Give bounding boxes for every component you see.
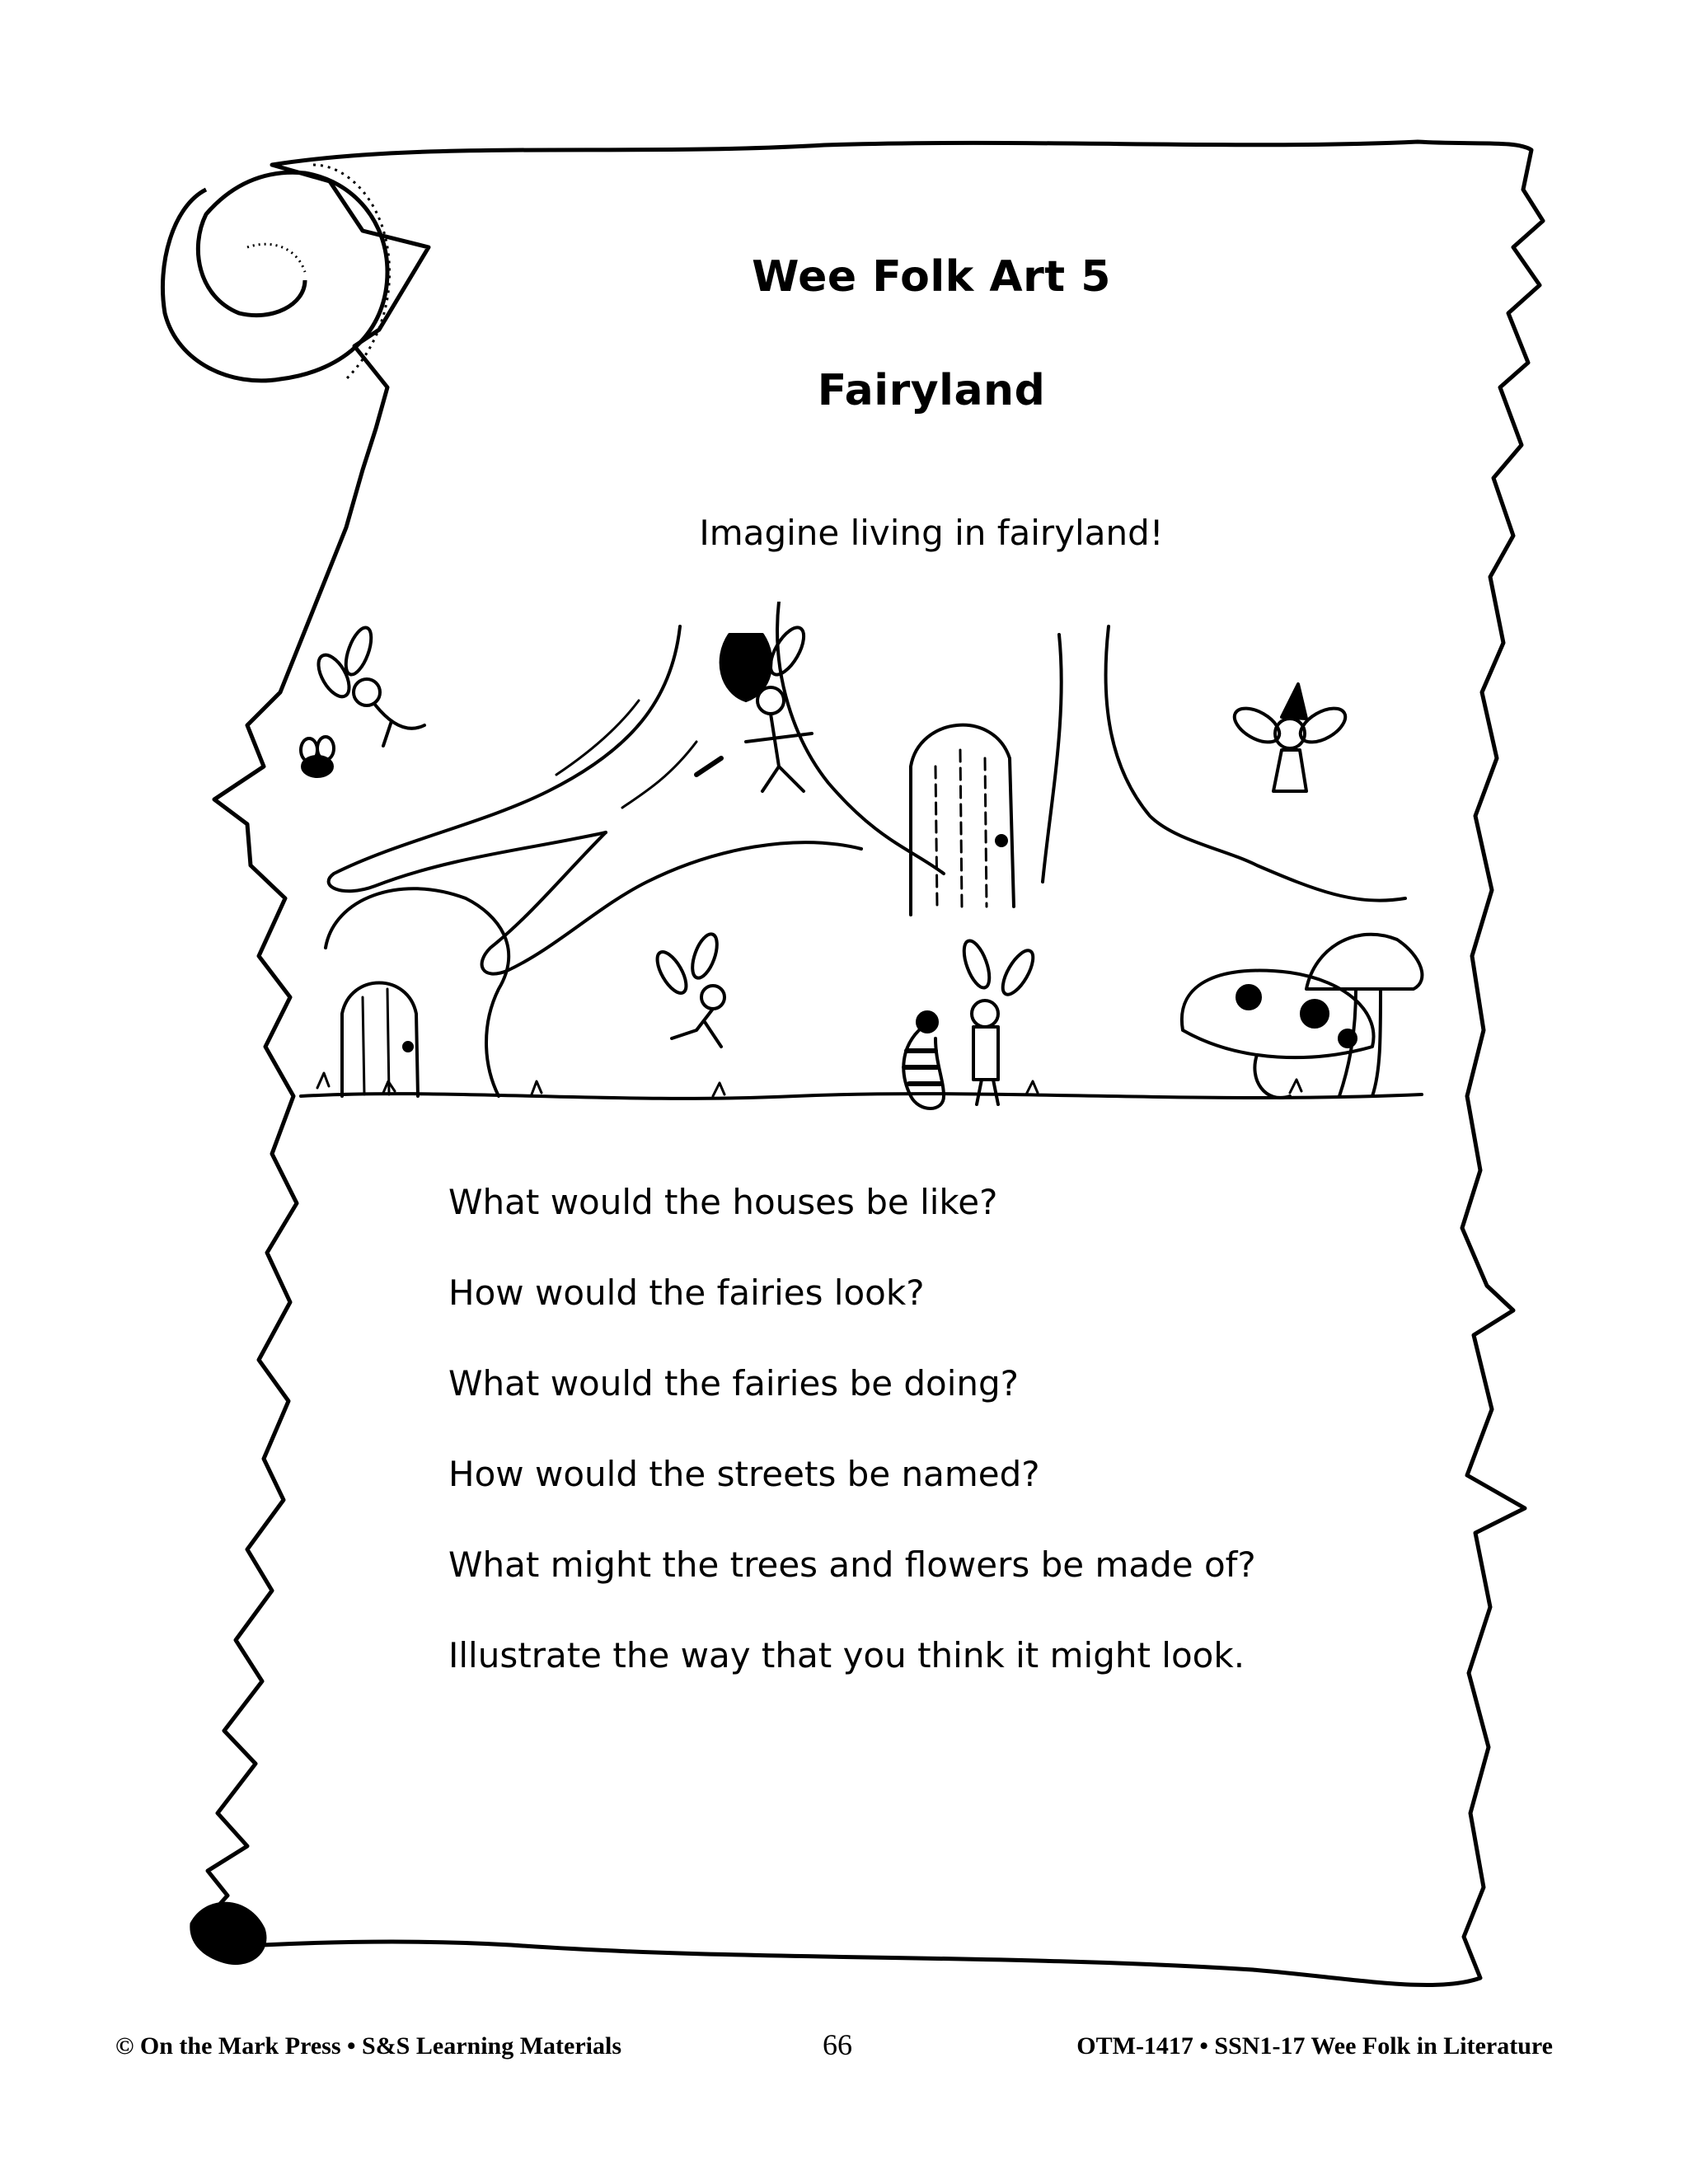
question-item: What would the fairies be doing?	[448, 1363, 1019, 1404]
fairy-figure	[312, 625, 424, 746]
worksheet-title: Wee Folk Art 5	[752, 252, 1111, 302]
fairyland-illustration	[284, 602, 1438, 1129]
question-item: How would the streets be named?	[448, 1454, 1040, 1494]
question-list	[448, 1182, 1437, 1729]
bee-figure	[301, 737, 334, 776]
footer-product-code: OTM-1417 • SSN1-17 Wee Folk in Literature	[1076, 2032, 1553, 2060]
question-item: What would the houses be like?	[448, 1182, 998, 1222]
fairy-figure	[959, 938, 1039, 1104]
question-item: How would the fairies look?	[448, 1272, 925, 1313]
worksheet-subtitle: Fairyland	[817, 366, 1046, 415]
fairy-figure	[1229, 684, 1351, 791]
question-item: Illustrate the way that you think it might look.	[448, 1635, 1245, 1675]
footer-publisher: © On the Mark Press • S&S Learning Materials	[115, 2032, 621, 2060]
question-item: What might the trees and flowers be made of?	[448, 1544, 1256, 1585]
intro-line: Imagine living in fairyland!	[699, 513, 1164, 553]
fairy-figure	[652, 931, 724, 1047]
footer-page-number: 66	[823, 2028, 852, 2061]
